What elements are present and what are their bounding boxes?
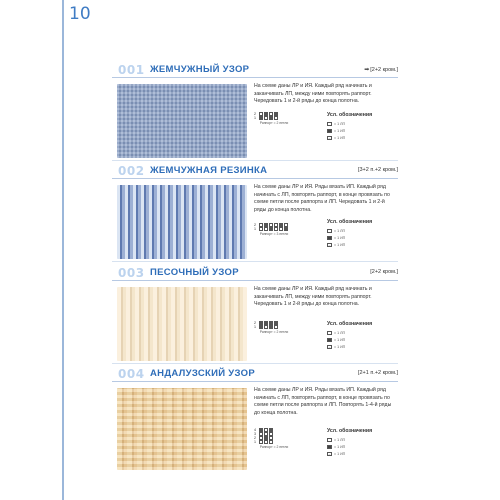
- legend-item: – = 1 ИП: [328, 451, 346, 456]
- legend-title: Усл. обозначения: [327, 428, 373, 434]
- purl-symbol-icon: [327, 445, 332, 449]
- legend-item: = 1 ИП: [327, 336, 397, 343]
- stitch-chart: 2 1 Раппорт = 2 петли: [254, 112, 294, 134]
- section-number: 004: [118, 367, 145, 381]
- section-stitch-count: [2+1 п.+2 кром.]: [357, 370, 398, 376]
- dash-symbol-icon: –: [328, 242, 331, 247]
- section-title: ЖЕМЧУЖНАЯ РЕЗИНКА: [150, 165, 268, 176]
- pattern-description: На схеме даны ЛР и ИЯ. Каждый ряд начинать и заканчивать ЛП, между ними повторять раппорт. Чередовать 1 и 2-й ряды до конца полотна.: [254, 83, 372, 105]
- purl-symbol-icon: [327, 338, 332, 342]
- knit-swatch-photo: [117, 388, 247, 470]
- section-stitch-count: [2+2 кром.]: [370, 269, 398, 275]
- stitch-chart: 2 1 Раппорт = 2 петли: [254, 321, 294, 343]
- purl-symbol-icon: [327, 129, 332, 133]
- section-title: ЖЕМЧУЖНЫЙ УЗОР: [150, 64, 250, 75]
- legend-title: Усл. обозначения: [327, 219, 373, 225]
- pattern-section-001: [112, 62, 398, 166]
- section-number: 003: [118, 266, 145, 280]
- knit-symbol-icon: [327, 122, 332, 126]
- chart-legend: [327, 321, 397, 350]
- section-divider: [112, 261, 398, 262]
- section-stitch-count: [3+2 п.+2 кром.]: [357, 167, 398, 173]
- section-header: [112, 265, 398, 281]
- stitch-chart: 2 1 Раппорт = 3 петли: [254, 223, 294, 245]
- chart-legend: [327, 219, 397, 248]
- knit-swatch-photo: [117, 84, 247, 158]
- section-number: 001: [118, 63, 145, 77]
- chart-legend: [327, 112, 397, 141]
- section-divider: [112, 160, 398, 161]
- legend-item: = 1 ЛП: [327, 329, 397, 336]
- pattern-section-003: [112, 265, 398, 369]
- legend-item: = 1 ИП: [327, 127, 397, 134]
- legend-title: Усл. обозначения: [327, 112, 373, 118]
- dash-symbol-icon: –: [328, 451, 331, 456]
- repeat-label: Раппорт = 2 петли: [259, 330, 289, 334]
- repeat-label: Раппорт = 2 петли: [259, 445, 289, 449]
- section-header: [112, 62, 398, 78]
- knit-swatch-photo: [117, 185, 247, 259]
- dash-symbol-icon: –: [328, 135, 331, 140]
- chart-legend: [327, 428, 397, 457]
- pattern-description: На схеме даны ЛР и ИЯ. Ряды вязать ИП. Каждый ряд начинать с ЛП, повторять раппорт, в конце провязать по схеме петли после раппорта и ЛП. Повторять 1-4-й ряды до конца полотна.: [254, 387, 392, 416]
- pattern-description: На схеме даны ЛР и ИЯ. Ряды вязать ИП. Каждый ряд начинать с ЛП, повторять раппорт, в конце провязать по схеме петли после раппорта и ЛП. Чередовать 1 и 2-й ряды до конца полотна.: [254, 184, 390, 213]
- repeat-label: Раппорт = 3 петли: [259, 232, 289, 236]
- stitch-chart: 4 3 2 1 Раппорт = 2 петли: [254, 428, 294, 450]
- knit-symbol-icon: [327, 331, 332, 335]
- section-header: [112, 366, 398, 382]
- legend-item: – = 1 ИП: [328, 242, 346, 247]
- legend-item: = 1 ЛП: [327, 120, 397, 127]
- legend-item: – = 1 ИП: [328, 135, 346, 140]
- section-stitch-count: ➡[2+2 кром.]: [364, 67, 398, 73]
- section-header: [112, 163, 398, 179]
- arrow-icon: ➡: [364, 67, 370, 73]
- page-number: 10: [69, 4, 91, 24]
- legend-item: = 1 ЛП: [327, 227, 397, 234]
- legend-item: – = 1 ИП: [328, 344, 346, 349]
- legend-item: = 1 ЛП: [327, 436, 397, 443]
- legend-title: Усл. обозначения: [327, 321, 373, 327]
- dash-symbol-icon: –: [328, 344, 331, 349]
- purl-symbol-icon: [327, 236, 332, 240]
- legend-item: = 1 ИП: [327, 234, 397, 241]
- legend-item: = 1 ИП: [327, 443, 397, 450]
- repeat-label: Раппорт = 2 петли: [259, 121, 289, 125]
- pattern-section-004: [112, 366, 398, 476]
- section-title: АНДАЛУЗСКИЙ УЗОР: [150, 368, 255, 379]
- section-divider: [112, 363, 398, 364]
- section-title: ПЕСОЧНЫЙ УЗОР: [150, 267, 239, 278]
- pattern-description: На схеме даны ЛР и ИЯ. Каждый ряд начинать и заканчивать ЛП, между ними повторять раппорт. Чередовать 1 и 2-й ряды до конца полотна.: [254, 286, 372, 308]
- knit-symbol-icon: [327, 229, 332, 233]
- knit-swatch-photo: [117, 287, 247, 361]
- knit-symbol-icon: [327, 438, 332, 442]
- section-number: 002: [118, 164, 145, 178]
- pattern-section-002: [112, 163, 398, 267]
